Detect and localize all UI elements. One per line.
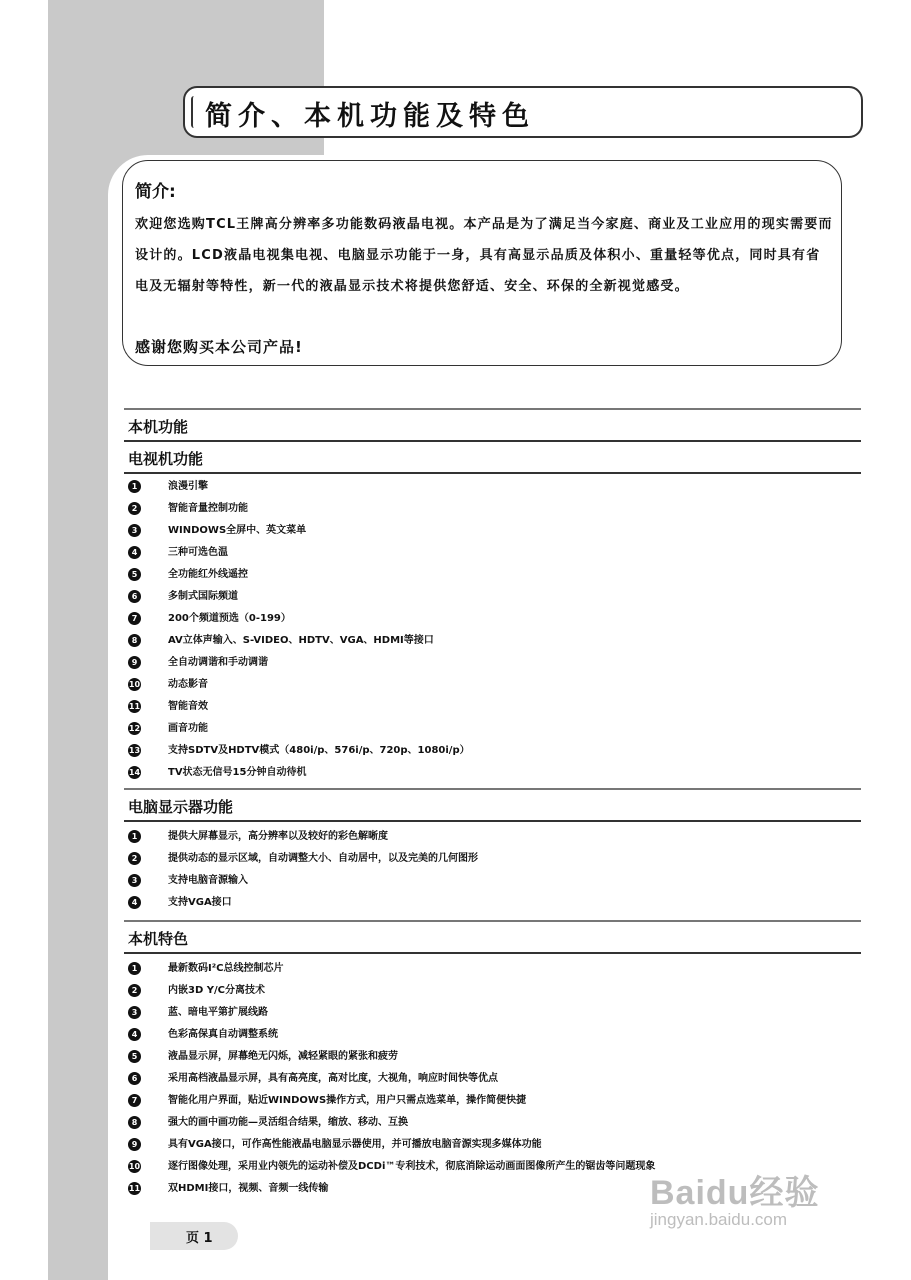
intro-thanks: 感谢您购买本公司产品!: [135, 338, 303, 356]
list-item-text: 支持电脑音源输入: [168, 875, 248, 886]
list-item-text: 全功能红外线遥控: [168, 569, 248, 580]
number-badge-icon: 8: [128, 1116, 141, 1129]
number-badge-icon: 2: [128, 502, 141, 515]
number-badge-icon: 12: [128, 724, 141, 733]
list-item-text: 动态影音: [168, 679, 208, 690]
list-item-text: 具有VGA接口，可作高性能液晶电脑显示器使用，并可播放电脑音源实现多媒体功能: [168, 1139, 542, 1150]
list-item-text: TV状态无信号15分钟自动待机: [168, 767, 307, 778]
divider: [124, 440, 861, 442]
list-item-text: WINDOWS全屏中、英文菜单: [168, 525, 307, 536]
divider: [124, 472, 861, 474]
gray-side-band-lower: [48, 360, 108, 1280]
number-badge-icon: 10: [128, 1162, 141, 1171]
list-item-text: AV立体声输入、S-VIDEO、HDTV、VGA、HDMI等接口: [168, 635, 434, 646]
number-badge-icon: 9: [128, 656, 141, 669]
number-badge-icon: 5: [128, 1050, 141, 1063]
number-badge-icon: 2: [128, 984, 141, 997]
number-badge-icon: 9: [128, 1138, 141, 1151]
number-badge-icon: 2: [128, 852, 141, 865]
number-badge-icon: 3: [128, 1006, 141, 1019]
number-badge-icon: 7: [128, 612, 141, 625]
list-item-text: 内嵌3D Y/C分离技术: [168, 985, 265, 996]
divider: [124, 788, 861, 790]
divider: [124, 920, 861, 922]
list-item-text: 提供动态的显示区域，自动调整大小、自动居中，以及完美的几何图形: [168, 853, 478, 864]
intro-heading: 简介:: [135, 182, 176, 202]
list-item-text: 智能化用户界面，贴近WINDOWS操作方式，用户只需点选菜单，操作简便快捷: [168, 1095, 527, 1106]
number-badge-icon: 14: [128, 768, 141, 777]
number-badge-icon: 6: [128, 590, 141, 603]
number-badge-icon: 1: [128, 830, 141, 843]
number-badge-icon: 13: [128, 746, 141, 755]
divider: [124, 952, 861, 954]
number-badge-icon: 4: [128, 896, 141, 909]
watermark-url: jingyan.baidu.com: [650, 1210, 788, 1229]
page-number: 页 1: [186, 1231, 213, 1246]
number-badge-icon: 3: [128, 524, 141, 537]
list-item-text: 蓝、暗电平第扩展线路: [168, 1007, 268, 1018]
list-item-text: 多制式国际频道: [168, 591, 238, 602]
page-title-box: [183, 86, 863, 138]
divider: [124, 408, 861, 410]
section-title-pc: 电脑显示器功能: [128, 798, 234, 816]
list-item-text: 画音功能: [168, 723, 208, 734]
divider: [124, 820, 861, 822]
list-item-text: 全自动调谐和手动调谐: [168, 657, 268, 668]
list-item-text: 色彩高保真自动调整系统: [168, 1029, 278, 1040]
number-badge-icon: 6: [128, 1072, 141, 1085]
section-title-tv: 电视机功能: [128, 450, 204, 468]
list-item-text: 支持VGA接口: [168, 897, 232, 908]
watermark-logo: Baidu经验: [650, 1174, 820, 1212]
intro-box: [122, 160, 842, 366]
list-item-text: 智能音效: [168, 701, 208, 712]
list-item-text: 最新数码I²C总线控制芯片: [168, 963, 284, 974]
number-badge-icon: 5: [128, 568, 141, 581]
number-badge-icon: 4: [128, 1028, 141, 1041]
list-item-text: 采用高档液晶显示屏，具有高亮度，高对比度，大视角，响应时间快等优点: [168, 1073, 498, 1084]
number-badge-icon: 10: [128, 680, 141, 689]
number-badge-icon: 11: [128, 1184, 141, 1193]
list-item-text: 提供大屏幕显示，高分辨率以及较好的彩色解晰度: [168, 831, 388, 842]
list-item-text: 智能音量控制功能: [168, 503, 248, 514]
list-item-text: 三种可选色温: [168, 547, 228, 558]
list-item-text: 浪漫引擎: [168, 481, 208, 492]
number-badge-icon: 4: [128, 546, 141, 559]
list-item-text: 液晶显示屏，屏幕绝无闪烁，减轻紧眼的紧张和疲劳: [168, 1051, 398, 1062]
number-badge-icon: 3: [128, 874, 141, 887]
number-badge-icon: 7: [128, 1094, 141, 1107]
number-badge-icon: 1: [128, 962, 141, 975]
number-badge-icon: 11: [128, 702, 141, 711]
number-badge-icon: 8: [128, 634, 141, 647]
list-item-text: 支持SDTV及HDTV模式（480i/p、576i/p、720p、1080i/p）: [168, 745, 470, 756]
page-number-tab: [150, 1222, 238, 1250]
section-title-special: 本机特色: [128, 930, 189, 948]
intro-paragraph: 欢迎您选购TCL王牌高分辨率多功能数码液晶电视。本产品是为了满足当今家庭、商业及工业应用的现实需要而设计的。LCD液晶电视集电视、电脑显示功能于一身，具有高显示品质及体积小、重量轻等优点，同时具有省电及无辐射等特性，新一代的液晶显示技术将提供您舒适、安全、环保的全新视觉感受。: [135, 217, 833, 294]
list-item-text: 逐行图像处理，采用业内领先的运动补偿及DCDi™专利技术，彻底消除运动画面图像所产生的锯齿等问题现象: [168, 1161, 656, 1172]
section-title-features: 本机功能: [128, 418, 189, 436]
page-title: 简介、本机功能及特色: [205, 101, 535, 132]
number-badge-icon: 1: [128, 480, 141, 493]
list-item-text: 双HDMI接口，视频、音频一线传输: [168, 1183, 329, 1194]
list-item-text: 强大的画中画功能—灵活组合结果，缩放、移动、互换: [168, 1117, 408, 1128]
list-item-text: 200个频道预选（0-199）: [168, 613, 291, 624]
